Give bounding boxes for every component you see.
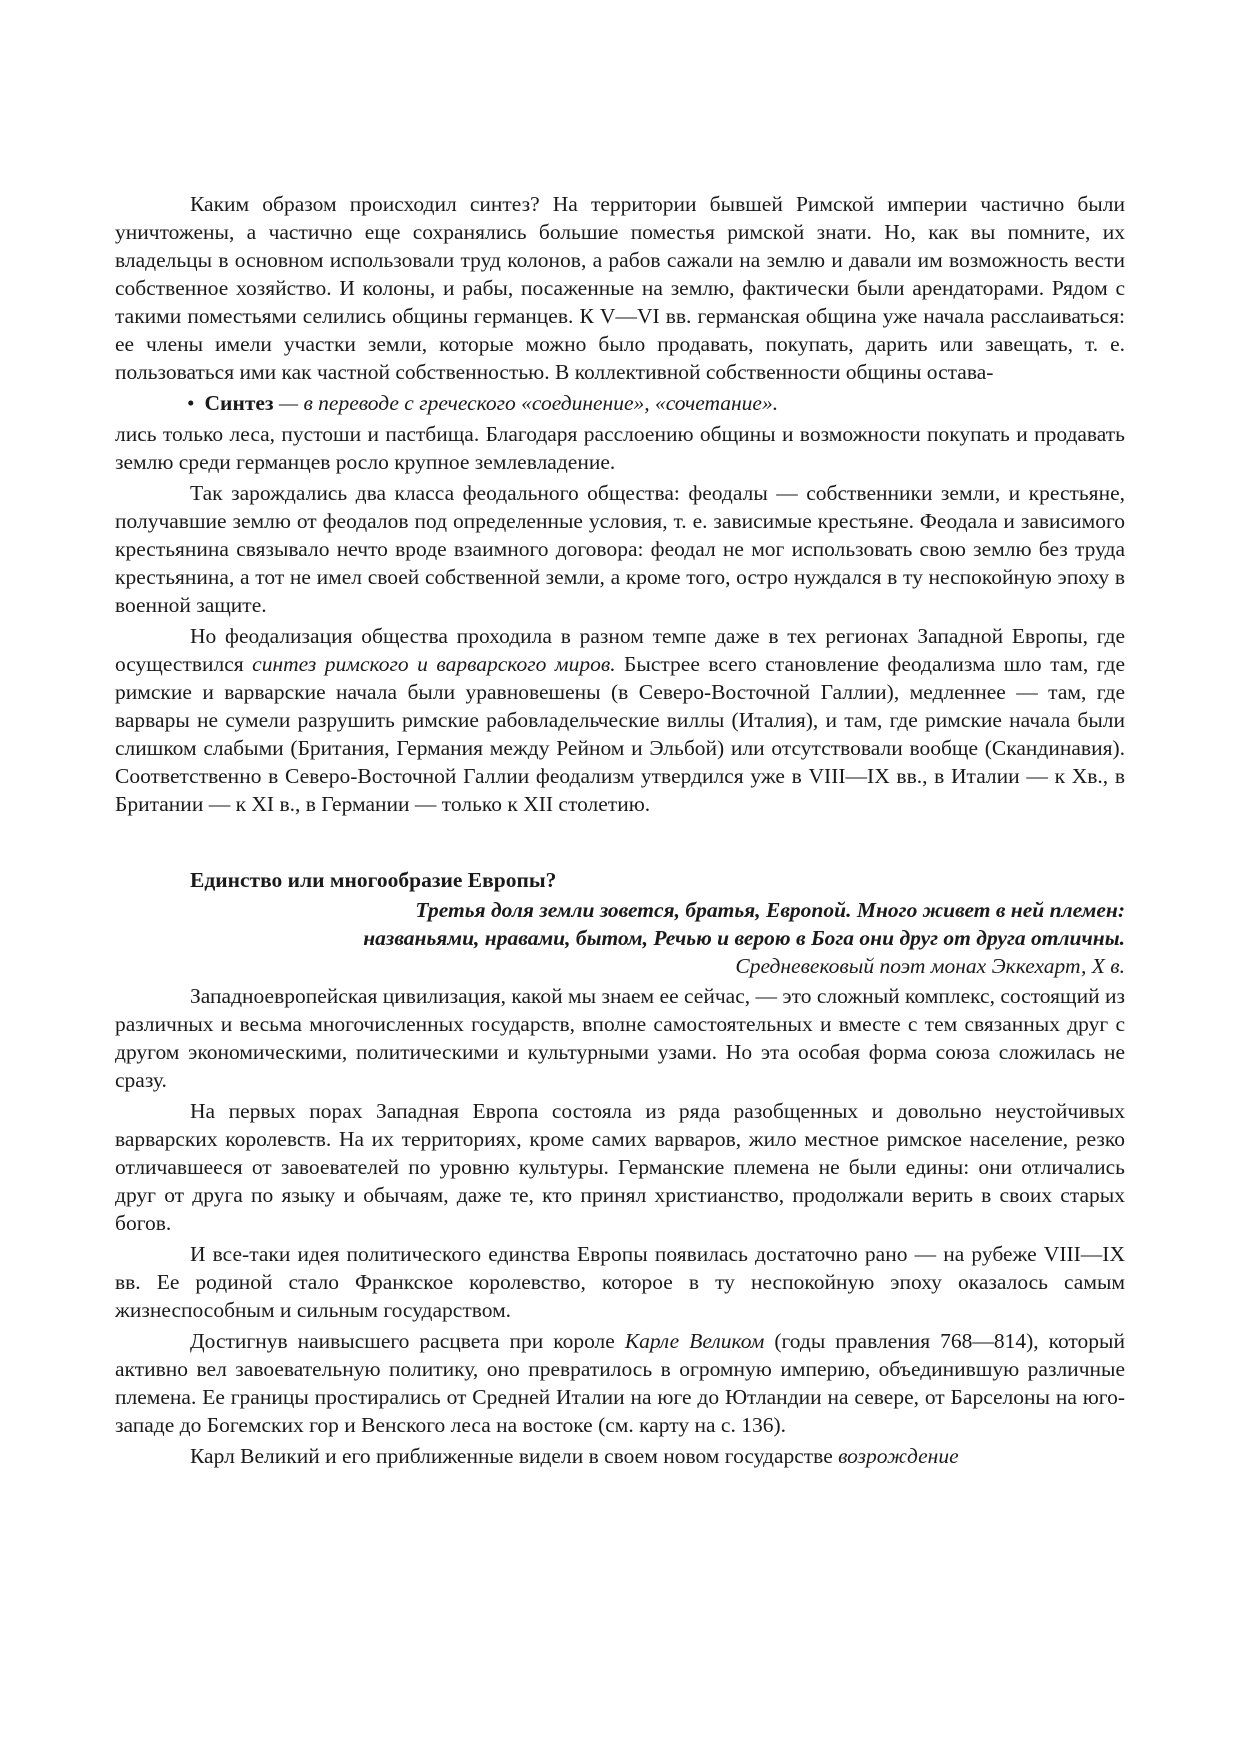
paragraph-synthesis: Каким образом происходил синтез? На территории бывшей Римской империи частично были уничтожены, а частично еще сохранялись большие поместья римской знати. Но, как вы помните, их владельцы в основном использовали труд колонов, а рабов сажали на землю и давали им возможность вести собственное хозяйство. И колоны, и рабы, посаженные на землю, фактически были арендаторами. Рядом с такими поместьями селились общины германцев. К V—VI вв. германская община уже начала расслаиваться: ее члены имели участки земли, которые можно было продавать, покупать, дарить или завещать, т. е. пользоваться ими как частной собственностью. В коллективной собственности общины остава- xyxy=(115,192,1125,384)
text-run: Быстрее всего становление феодализма шло там, где римские и варварские начала были уравновешены (в Северо-Восточной Галлии), медленнее — там, где варвары не сумели разрушить римские рабовладельческие виллы (Италия), и там, где римские начала были слишком слабыми (Британия, Германия между Рейном и Эльбой) или отсутствовали вообще (Скандинавия). Соответственно в Северо-Восточной Галлии феодализм утвердился уже в VIII—IX вв., в Италии — к Хв., в Британии — к XI в., в Германии — только к XII столетию. xyxy=(115,652,1125,816)
emphasis-text: синтез римского и варварского миров. xyxy=(252,652,616,676)
paragraph-barbarian-kingdoms: На первых порах Западная Европа состояла из ряда разобщенных и довольно неустойчивых варварских королевств. На их территориях, кроме самих варваров, жило местное римское население, резко отличавшееся от завоевателей по уровню культуры. Германские племена не были едины: они отличались друг от друга по языку и обычаям, даже те, кто принял христианство, продолжали верить в своих старых богов. xyxy=(115,1099,1125,1235)
text-run: Но феодализация общества проходила в разном темпе даже в тех регионах Западной Европы, где осуществился xyxy=(115,624,1125,676)
paragraph-unity-idea: И все-таки идея политического единства Европы появилась достаточно рано — на рубеже VIII—IX вв. Ее родиной стало Франкское королевство, которое в ту неспокойную эпоху оказалось самым жизнеспособным и сильным государством. xyxy=(115,1242,1125,1322)
bullet-marker: • xyxy=(187,391,195,415)
text-run: Достигнув наивысшего расцвета при короле xyxy=(190,1329,625,1353)
section-heading: Единство или многообразие Европы? xyxy=(190,868,557,892)
epigraph-source: Средневековый поэт монах Эккехарт, X в. xyxy=(735,954,1125,978)
definition-note xyxy=(187,389,1125,417)
emphasis-text: Карле Великом xyxy=(624,1329,765,1353)
paragraph-civilization: Западноевропейская цивилизация, какой мы знаем ее сейчас, — это сложный комплекс, состоящий из различных и весьма многочисленных государств, вполне самостоятельных и вместе с тем связанных друг с другом экономическими, политическими и культурными узами. Но эта особая форма союза сложилась не сразу. xyxy=(115,984,1125,1092)
epigraph-line: названьями, нравами, бытом, Речью и верою в Бога они друг от друга отличны. xyxy=(363,926,1125,950)
epigraph-line: Третья доля земли зовется, братья, Европой. Много живет в ней племен: xyxy=(415,898,1125,922)
emphasis-text: возрождение xyxy=(838,1444,959,1468)
page-content xyxy=(115,190,1125,1470)
definition-text: — в переводе с греческого «соединение», «сочетание». xyxy=(273,391,779,415)
definition-term: Синтез xyxy=(204,391,274,415)
paragraph-feudalization xyxy=(115,622,1125,818)
text-run: (годы правления 768—814), который активно вел завоевательную политику, оно превратилось в огромную империю, объединившую различные племена. Ее границы простирались от Средней Италии на юге до Ютландии на севере, от Барселоны на юго-западе до Богемских гор и Венского леса на востоке (см. карту на с. 136). xyxy=(115,1329,1125,1437)
text-run: Карл Великий и его приближенные видели в своем новом государстве xyxy=(190,1444,839,1468)
paragraph-feudal-classes: Так зарождались два класса феодального общества: феодалы — собственники земли, и крестьяне, получавшие землю от феодалов под определенные условия, т. е. зависимые крестьяне. Феодала и зависимого крестьянина связывало нечто вроде взаимного договора: феодал не мог использовать свою землю без труда крестьянина, а тот не имел своей собственной земли, а кроме того, остро нуждался в ту неспокойную эпоху в военной защите. xyxy=(115,481,1125,617)
paragraph-revival xyxy=(115,1442,1125,1470)
paragraph-continuation: лись только леса, пустоши и пастбища. Благодаря расслоению общины и возможности покупать и продавать землю среди германцев росло крупное землевладение. xyxy=(115,422,1125,474)
paragraph-charlemagne xyxy=(115,1327,1125,1439)
